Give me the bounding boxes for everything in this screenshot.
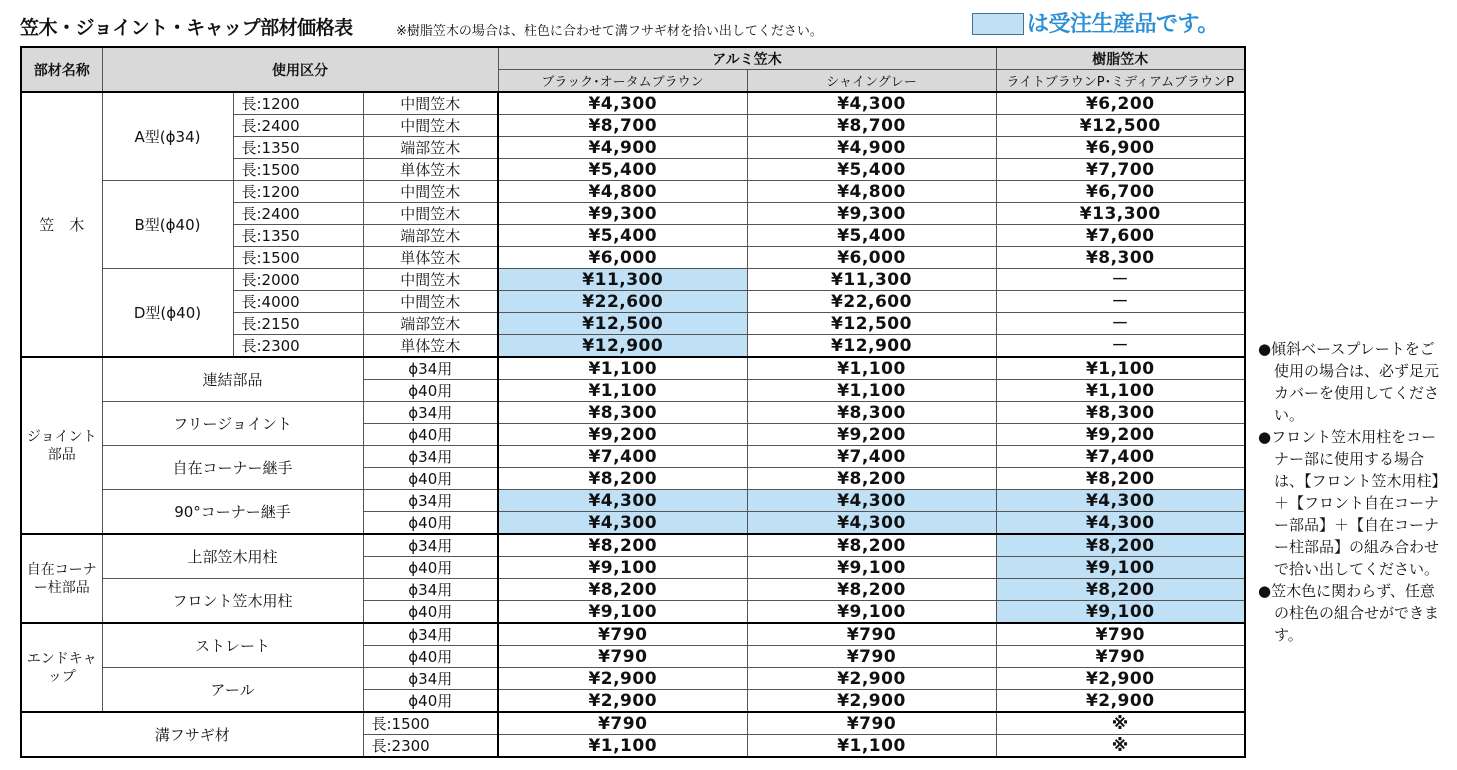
group-corner-post: 自在コーナー柱部品	[21, 534, 102, 623]
row-type: 単体笠木	[363, 247, 498, 269]
price-cell: ¥1,100	[747, 735, 996, 758]
row-length: 長:1350	[233, 225, 363, 247]
price-cell: ¥790	[747, 623, 996, 646]
price-cell-made-to-order: ¥12,900	[498, 335, 747, 358]
header-part-name: 部材名称	[21, 47, 102, 92]
row-length: 長:2000	[233, 269, 363, 291]
header-usage: 使用区分	[102, 47, 498, 92]
price-cell: ¥8,300	[498, 402, 747, 424]
row-type: 中間笠木	[363, 203, 498, 225]
side-note: ●笠木色に関わらず、任意の柱色の組合せができます。	[1258, 582, 1440, 644]
price-cell: ¥9,200	[747, 424, 996, 446]
price-cell: ¥8,700	[498, 115, 747, 137]
row-category: 自在コーナー継手	[102, 446, 363, 490]
row-category: A型(ϕ34)	[102, 92, 233, 181]
price-cell: ¥8,200	[747, 579, 996, 601]
price-cell: ¥7,600	[996, 225, 1245, 247]
price-cell: ¥4,300	[747, 92, 996, 115]
row-length: 長:1200	[233, 92, 363, 115]
price-cell: ¥8,300	[747, 402, 996, 424]
row-category: フリージョイント	[102, 402, 363, 446]
row-category: D型(ϕ40)	[102, 269, 233, 358]
price-cell: ¥12,500	[747, 313, 996, 335]
price-cell-made-to-order: ¥12,500	[498, 313, 747, 335]
row-size: ϕ34用	[363, 446, 498, 468]
row-size: ϕ40用	[363, 601, 498, 624]
row-type: 単体笠木	[363, 159, 498, 181]
row-size: ϕ40用	[363, 468, 498, 490]
price-cell: －	[996, 335, 1245, 358]
price-cell: ¥8,300	[996, 247, 1245, 269]
table-row	[21, 92, 1245, 115]
price-cell: ¥9,100	[498, 557, 747, 579]
price-cell: ¥4,900	[747, 137, 996, 159]
side-note: ●フロント笠木用柱をコーナー部に使用する場合は、【フロント笠木用柱】＋【フロント自在コーナー部品】＋【自在コーナー柱部品】の組み合わせで拾い出してください。	[1258, 428, 1447, 578]
price-cell: ¥1,100	[996, 380, 1245, 402]
group-joint: ジョイント部品	[21, 357, 102, 534]
price-cell-made-to-order: ¥8,200	[996, 534, 1245, 557]
price-cell: －	[996, 291, 1245, 313]
row-size: ϕ40用	[363, 512, 498, 535]
price-cell: ¥1,100	[498, 380, 747, 402]
table-row	[21, 579, 1245, 601]
header-shine-gray: シャイングレー	[747, 70, 996, 93]
row-length: 長:2300	[233, 335, 363, 358]
price-cell: ¥5,400	[747, 225, 996, 247]
header-aluminum: アルミ笠木	[498, 47, 996, 70]
row-size: ϕ34用	[363, 534, 498, 557]
price-cell: ¥8,200	[498, 579, 747, 601]
row-type: 中間笠木	[363, 269, 498, 291]
price-cell: ¥11,300	[747, 269, 996, 291]
price-cell-made-to-order: ¥4,300	[498, 512, 747, 535]
price-cell: ¥790	[996, 646, 1245, 668]
price-cell-made-to-order: ¥4,300	[498, 490, 747, 512]
price-cell-made-to-order: ¥11,300	[498, 269, 747, 291]
table-row	[21, 181, 1245, 203]
group-groove-cover: 溝フサギ材	[21, 712, 363, 757]
row-size: ϕ34用	[363, 623, 498, 646]
price-cell: ¥6,700	[996, 181, 1245, 203]
price-cell: ¥4,300	[498, 92, 747, 115]
price-cell: ¥2,900	[498, 690, 747, 713]
row-length: 長:2150	[233, 313, 363, 335]
price-cell-made-to-order: ¥22,600	[498, 291, 747, 313]
row-size: ϕ40用	[363, 557, 498, 579]
legend-swatch	[972, 13, 1024, 35]
price-cell: ¥9,100	[747, 557, 996, 579]
price-cell-made-to-order: ¥4,300	[747, 490, 996, 512]
price-cell: ¥9,100	[747, 601, 996, 624]
price-cell: ¥5,400	[498, 225, 747, 247]
price-cell: ¥790	[498, 646, 747, 668]
price-cell: ※	[996, 735, 1245, 758]
row-type: 中間笠木	[363, 115, 498, 137]
price-cell-made-to-order: ¥4,300	[747, 512, 996, 535]
row-length: 長:1500	[233, 159, 363, 181]
price-cell: ¥9,300	[747, 203, 996, 225]
row-length: 長:2400	[233, 203, 363, 225]
price-cell: ¥2,900	[747, 690, 996, 713]
table-row	[21, 269, 1245, 291]
price-cell: ¥12,900	[747, 335, 996, 358]
price-cell-made-to-order: ¥8,200	[996, 579, 1245, 601]
row-size: ϕ40用	[363, 424, 498, 446]
price-cell: ¥5,400	[498, 159, 747, 181]
price-cell: ¥8,200	[498, 534, 747, 557]
row-size: ϕ34用	[363, 490, 498, 512]
price-cell: ¥790	[498, 623, 747, 646]
price-cell: ¥8,300	[996, 402, 1245, 424]
row-size: ϕ34用	[363, 357, 498, 380]
row-length: 長:1500	[233, 247, 363, 269]
table-row	[21, 668, 1245, 690]
row-length: 長:1200	[233, 181, 363, 203]
table-row	[21, 490, 1245, 512]
price-cell: ¥6,200	[996, 92, 1245, 115]
row-size: ϕ40用	[363, 380, 498, 402]
price-cell: ¥4,900	[498, 137, 747, 159]
row-type: 端部笠木	[363, 137, 498, 159]
row-category: アール	[102, 668, 363, 713]
row-length: 長:1350	[233, 137, 363, 159]
price-cell: ¥1,100	[996, 357, 1245, 380]
row-category: ストレート	[102, 623, 363, 668]
row-length: 長:1500	[363, 712, 498, 735]
row-size: ϕ34用	[363, 402, 498, 424]
price-cell: －	[996, 269, 1245, 291]
price-cell: ¥4,800	[747, 181, 996, 203]
header-resin: 樹脂笠木	[996, 47, 1245, 70]
price-cell: ¥8,200	[996, 468, 1245, 490]
table-row	[21, 712, 1245, 735]
price-cell: ¥790	[498, 712, 747, 735]
price-cell: ¥6,000	[747, 247, 996, 269]
price-cell: ¥22,600	[747, 291, 996, 313]
price-cell: ¥12,500	[996, 115, 1245, 137]
price-cell: ¥2,900	[498, 668, 747, 690]
price-cell: ¥9,100	[498, 601, 747, 624]
group-kasagi: 笠 木	[21, 92, 102, 357]
side-notes	[1258, 338, 1448, 646]
price-cell: ¥2,900	[996, 668, 1245, 690]
price-cell-made-to-order: ¥4,300	[996, 512, 1245, 535]
price-cell: ¥8,200	[498, 468, 747, 490]
header-note: ※樹脂笠木の場合は、柱色に合わせて溝フサギ材を拾い出してください。	[396, 24, 823, 39]
row-type: 端部笠木	[363, 313, 498, 335]
side-note: ●傾斜ベースプレートをご使用の場合は、必ず足元カバーを使用してください。	[1258, 340, 1440, 424]
row-length: 長:2400	[233, 115, 363, 137]
row-type: 中間笠木	[363, 181, 498, 203]
price-cell: ¥790	[996, 623, 1245, 646]
price-cell: ¥790	[747, 646, 996, 668]
price-cell: ¥4,800	[498, 181, 747, 203]
table-row	[21, 357, 1245, 380]
price-cell: ¥1,100	[498, 357, 747, 380]
price-cell: ¥13,300	[996, 203, 1245, 225]
price-cell-made-to-order: ¥4,300	[996, 490, 1245, 512]
row-type: 中間笠木	[363, 291, 498, 313]
row-type: 単体笠木	[363, 335, 498, 358]
table-row	[21, 534, 1245, 557]
price-cell: ¥1,100	[747, 380, 996, 402]
price-cell-made-to-order: ¥9,100	[996, 601, 1245, 624]
group-end-cap: エンドキャップ	[21, 623, 102, 712]
table-row	[21, 623, 1245, 646]
row-type: 中間笠木	[363, 92, 498, 115]
price-cell: ¥6,900	[996, 137, 1245, 159]
price-cell: ¥8,200	[747, 468, 996, 490]
row-category: フロント笠木用柱	[102, 579, 363, 624]
page-title: 笠木・ジョイント・キャップ部材価格表	[20, 17, 353, 39]
row-category: 上部笠木用柱	[102, 534, 363, 579]
row-category: B型(ϕ40)	[102, 181, 233, 269]
price-cell: ¥7,700	[996, 159, 1245, 181]
price-cell: ¥7,400	[996, 446, 1245, 468]
row-type: 端部笠木	[363, 225, 498, 247]
price-cell: ¥9,300	[498, 203, 747, 225]
price-cell: ¥8,700	[747, 115, 996, 137]
row-size: ϕ34用	[363, 579, 498, 601]
price-cell: ¥790	[747, 712, 996, 735]
row-size: ϕ40用	[363, 690, 498, 713]
price-cell: ¥8,200	[747, 534, 996, 557]
price-cell-made-to-order: ¥9,100	[996, 557, 1245, 579]
price-cell: ¥1,100	[498, 735, 747, 758]
row-size: ϕ40用	[363, 646, 498, 668]
table-row	[21, 402, 1245, 424]
header-black-autumn: ブラック･オータムブラウン	[498, 70, 747, 93]
price-cell: ¥1,100	[747, 357, 996, 380]
price-cell: ¥2,900	[747, 668, 996, 690]
price-cell: ¥6,000	[498, 247, 747, 269]
table-row	[21, 446, 1245, 468]
row-size: ϕ34用	[363, 668, 498, 690]
price-cell: ※	[996, 712, 1245, 735]
price-cell: ¥9,200	[498, 424, 747, 446]
price-cell: ¥2,900	[996, 690, 1245, 713]
row-length: 長:2300	[363, 735, 498, 758]
row-length: 長:4000	[233, 291, 363, 313]
header-light-medium-brown: ライトブラウンP･ミディアムブラウンP	[996, 70, 1245, 93]
price-cell: ¥5,400	[747, 159, 996, 181]
price-cell: ¥9,200	[996, 424, 1245, 446]
price-cell: ¥7,400	[747, 446, 996, 468]
price-cell: －	[996, 313, 1245, 335]
row-category: 90°コーナー継手	[102, 490, 363, 535]
legend-text: は受注生産品です。	[1027, 12, 1219, 37]
price-cell: ¥7,400	[498, 446, 747, 468]
price-table	[20, 46, 1246, 758]
row-category: 連結部品	[102, 357, 363, 402]
